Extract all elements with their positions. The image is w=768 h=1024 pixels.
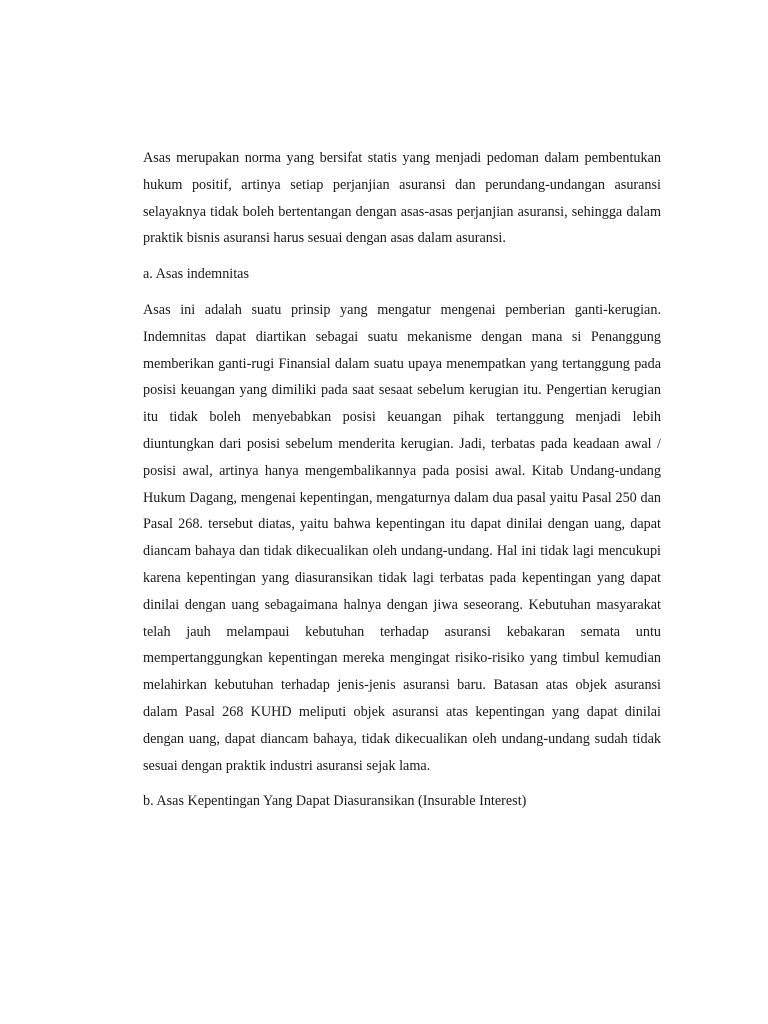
- intro-paragraph: Asas merupakan norma yang bersifat statis yang menjadi pedoman dalam pembentukan hukum positif, artinya setiap perjanjian asuransi dan perundang-undangan asuransi selayaknya tidak boleh bertentangan dengan asas-asas perjanjian asuransi, sehingga dalam praktik bisnis asuransi harus sesuai dengan asas dalam asuransi.: [143, 150, 661, 247]
- spacer: [143, 252, 661, 261]
- spacer: [143, 288, 661, 297]
- spacer: [143, 779, 661, 788]
- section-b-heading: b. Asas Kepentingan Yang Dapat Diasuransikan (Insurable Interest): [143, 793, 527, 810]
- section-a-heading: a. Asas indemnitas: [143, 266, 249, 283]
- section-a-paragraph: Asas ini adalah suatu prinsip yang mengatur mengenai pemberian ganti-kerugian. Indemnitas dapat diartikan sebagai suatu mekanisme dengan mana si Penanggung memberikan ganti-rugi Finansial dalam suatu upaya menempatkan yang tertanggung pada posisi keuangan yang dimiliki pada saat sesaat sebelum kerugian itu. Pengertian kerugian itu tidak boleh menyebabkan posisi keuangan pihak tertanggung menjadi lebih diuntungkan dari posisi sebelum menderita kerugian. Jadi, terbatas pada keadaan awal / posisi awal, artinya hanya mengembalikannya pada posisi awal. Kitab Undang-undang Hukum Dagang, mengenai kepentingan, mengaturnya dalam dua pasal yaitu Pasal 250 dan Pasal 268. tersebut diatas, yaitu bahwa kepentingan itu dapat dinilai dengan uang, dapat diancam bahaya dan tidak dikecualikan oleh undang-undang. Hal ini tidak lagi mencukupi karena kepentingan yang diasuransikan tidak lagi terbatas pada kepentingan yang dapat dinilai dengan uang sebagaimana halnya dengan jiwa seseorang. Kebutuhan masyarakat telah jauh melampaui kebutuhan terhadap asuransi kebakaran semata untu mempertanggungkan kepentingan mereka mengingat risiko-risiko yang timbul kemudian melahirkan kebutuhan terhadap jenis-jenis asuransi baru. Batasan atas objek asuransi dalam Pasal 268 KUHD meliputi objek asuransi atas kepentingan yang dapat dinilai dengan uang, dapat diancam bahaya, tidak dikecualikan oleh undang-undang sudah tidak sesuai dengan praktik industri asuransi sejak lama.: [143, 301, 661, 774]
- document-page: [143, 145, 661, 815]
